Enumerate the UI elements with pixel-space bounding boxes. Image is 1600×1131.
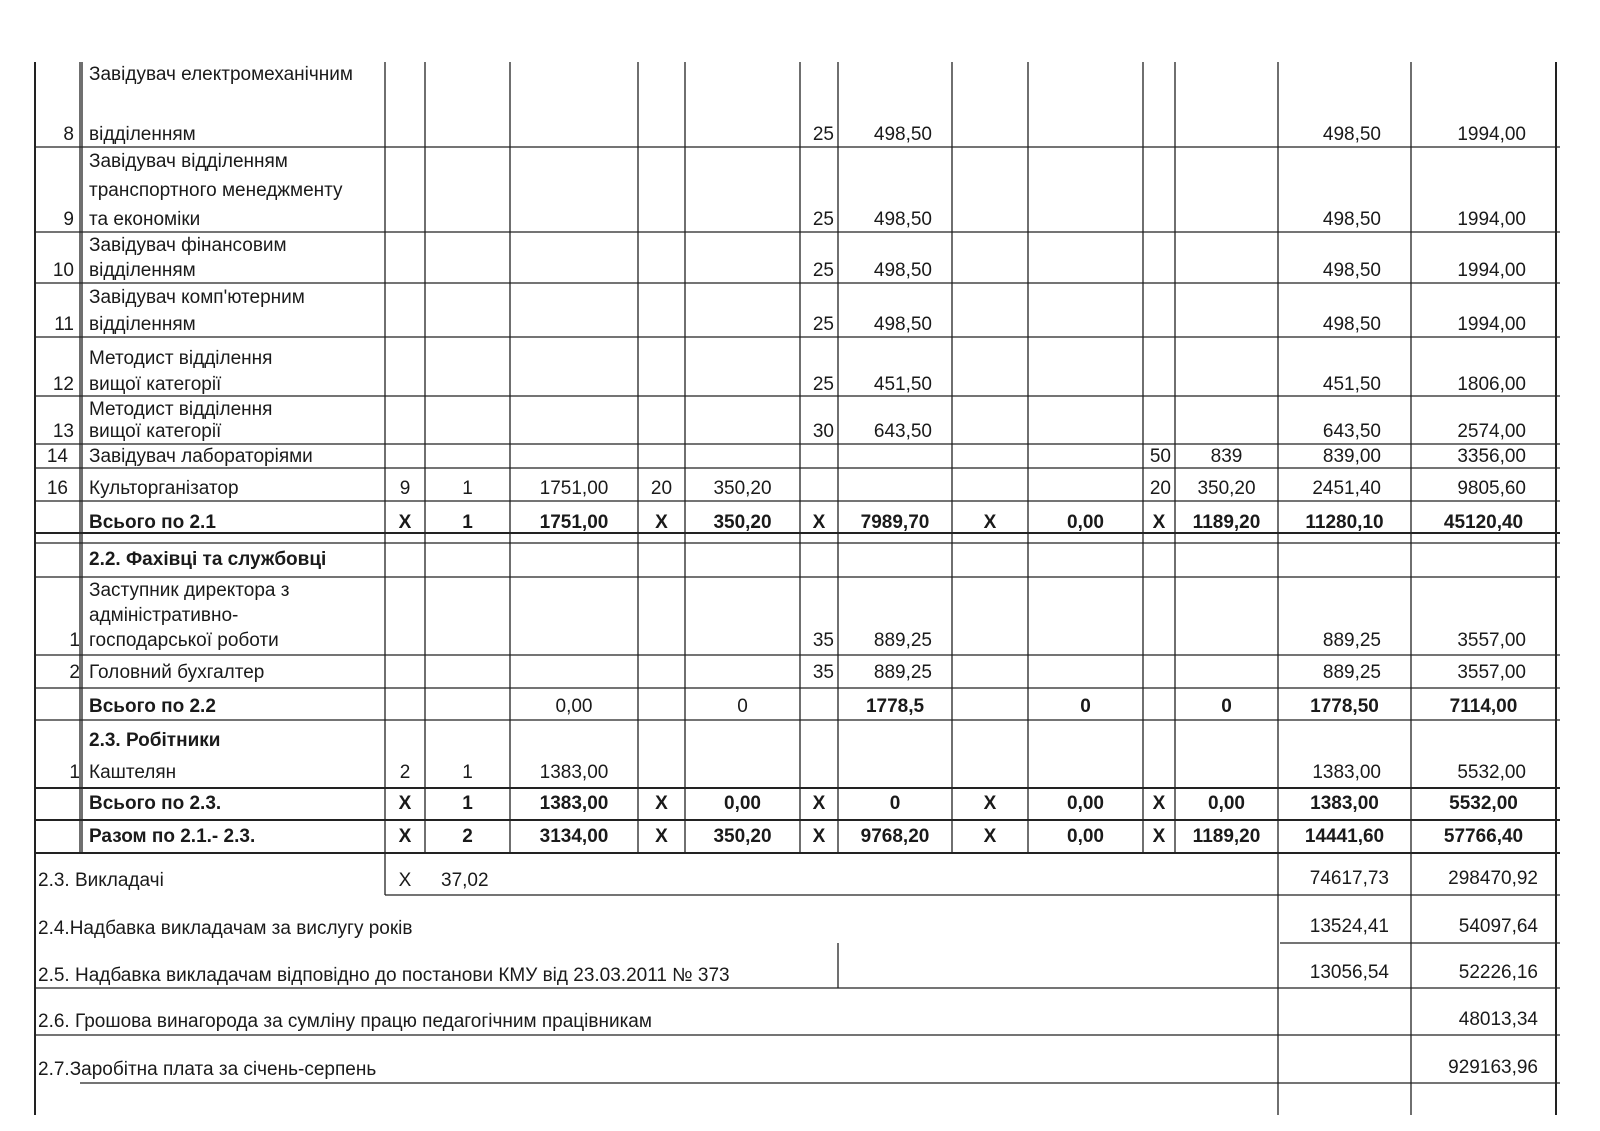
grand-total-c5: 2 [462,826,473,847]
row-16-c5: 1 [462,478,473,499]
row-8-name-2: відділенням [89,124,196,145]
row-11-c16: 498,50 [1322,314,1381,335]
grand-total-c6: 3134,00 [539,826,609,847]
row-8-c10: 498,50 [873,124,932,145]
row22-1-name-3: господарської роботи [89,630,279,651]
row-9-c10: 498,50 [873,209,932,230]
row-14-name: Завідувач лабораторіями [89,446,313,467]
row23-c5: 1 [462,762,473,783]
row-10-name-1: Завідувач фінансовим [89,235,287,256]
row-11-name-2: відділенням [89,314,196,335]
grand-total-label: Разом по 2.1.- 2.3. [89,826,256,847]
row-13-name-1: Методист відділення [89,399,273,420]
row23-c6: 1383,00 [539,762,609,783]
row-12-c9: 25 [812,374,834,395]
row22-1-c16: 889,25 [1322,630,1381,651]
grand-total-c17: 57766,40 [1443,826,1524,847]
total-2-3-c8: 0,00 [724,793,761,814]
total-2-2-c16: 1778,50 [1310,696,1379,717]
row22-1-c10: 889,25 [873,630,932,651]
row-12-name-2: вищої категорії [89,374,222,395]
row-9-c17: 1994,00 [1457,209,1526,230]
row-16-number: 16 [46,478,68,499]
extra-2-5-label: 2.5. Надбавка викладачам відповідно до постанови КМУ від 23.03.2011 № 373 [38,965,730,986]
total-2-3-c10: 0 [889,793,901,814]
grand-total-c10: 9768,20 [860,826,930,847]
row-13-c10: 643,50 [873,421,932,442]
row-16-c14: 20 [1149,478,1171,499]
row22-1-c9: 35 [812,630,834,651]
row-8-c16: 498,50 [1322,124,1381,145]
section-2-2-title: 2.2. Фахівці та службовці [89,549,327,570]
extra-2-7-c17: 929163,96 [1448,1057,1538,1078]
row22-2-c10: 889,25 [873,662,932,683]
grand-total-c4: X [398,826,412,847]
row-10-c9: 25 [812,260,834,281]
row23-number: 1 [69,762,80,783]
total-2-3-c6: 1383,00 [539,793,609,814]
row-13-c9: 30 [812,421,834,442]
row-13-c16: 643,50 [1322,421,1381,442]
grand-total-c7: X [655,826,668,847]
total-2-1-c5: 1 [462,512,473,533]
row-14-c17: 3356,00 [1457,446,1526,467]
total-2-1-c16: 11280,10 [1305,512,1384,533]
row-13-c17: 2574,00 [1457,421,1526,442]
grand-total-c8: 350,20 [713,826,772,847]
extra-2-5-c16: 13056,54 [1309,962,1389,983]
row-9-name-1: Завідувач відділенням [89,151,288,172]
row-10-number: 10 [52,260,74,281]
row22-2-c16: 889,25 [1322,662,1381,683]
row-13-number: 13 [52,421,74,442]
row22-2-name: Головний бухгалтер [89,662,265,683]
total-2-3-c12: 0,00 [1067,793,1104,814]
row-11-c10: 498,50 [873,314,932,335]
teachers-c4: X [398,870,412,891]
total-2-1-c15: 1189,20 [1192,512,1261,533]
grand-total-c12: 0,00 [1067,826,1104,847]
row22-2-c9: 35 [812,662,834,683]
extra-2-4-c16: 13524,41 [1309,916,1389,937]
total-2-3-label: Всього по 2.3. [89,793,222,814]
row-16-c15: 350,20 [1197,478,1256,499]
total-2-3-c13: X [1152,793,1166,814]
row-14-c16: 839,00 [1322,446,1381,467]
row-10-c16: 498,50 [1322,260,1381,281]
row22-2-number: 2 [69,662,80,683]
extra-2-5-c17: 52226,16 [1458,962,1538,983]
row-8-c17: 1994,00 [1457,124,1526,145]
row-8-number: 8 [63,124,74,145]
row22-1-name-2: адміністративно- [89,605,239,626]
row-14-c14: 50 [1149,446,1171,467]
teachers-c17: 298470,92 [1448,868,1538,889]
row-12-name-1: Методист відділення [89,348,273,369]
row-8-name-1: Завідувач електромеханічним [89,64,353,85]
total-2-3-c17: 5532,00 [1449,793,1518,814]
total-2-1-c10: 7989,70 [860,512,930,533]
extra-2-4-c17: 54097,64 [1458,916,1538,937]
extra-2-7-label: 2.7.Заробітна плата за січень-серпень [38,1059,377,1080]
total-2-2-c6: 0,00 [555,696,593,717]
row-10-c17: 1994,00 [1457,260,1526,281]
row22-1-c17: 3557,00 [1457,630,1526,651]
grand-total-c15: 1189,20 [1192,826,1261,847]
row-16-c8: 350,20 [713,478,772,499]
row-9-number: 9 [63,209,74,230]
row-16-c17: 9805,60 [1457,478,1526,499]
row-10-c10: 498,50 [873,260,932,281]
row-12-c10: 451,50 [873,374,932,395]
row-16-name: Культорганізатор [89,478,239,499]
total-2-1-c7: X [655,512,668,533]
row23-c17: 5532,00 [1457,762,1526,783]
row-11-c9: 25 [812,314,834,335]
grand-total-c9: X [812,826,826,847]
row-10-name-2: відділенням [89,260,196,281]
total-2-1-c8: 350,20 [713,512,772,533]
row-14-number: 14 [46,446,68,467]
row-11-c17: 1994,00 [1457,314,1526,335]
total-2-2-label: Всього по 2.2 [89,696,216,717]
row-9-c9: 25 [812,209,834,230]
total-2-1-c11: X [983,512,997,533]
grand-total-c16: 14441,60 [1304,826,1385,847]
teachers-c5: 37,02 [441,870,489,891]
row-11-number: 11 [54,314,74,335]
row22-1-name-1: Заступник директора з [89,580,290,601]
row23-c4: 2 [399,762,411,783]
total-2-1-c13: X [1152,512,1166,533]
row23-name: Каштелян [89,762,177,783]
row-11-name-1: Завідувач комп'ютерним [89,287,305,308]
total-2-3-c16: 1383,00 [1310,793,1379,814]
row-9-name-3: та економіки [89,209,201,230]
total-2-3-c11: X [983,793,997,814]
row-12-number: 12 [52,374,74,395]
row-16-c6: 1751,00 [539,478,609,499]
extra-2-6-label: 2.6. Грошова винагорода за сумліну працю педагогічним працівникам [38,1011,652,1032]
row-16-c7: 20 [650,478,673,499]
total-2-3-c9: X [812,793,826,814]
total-2-1-label: Всього по 2.1 [89,512,216,533]
grand-total-c11: X [983,826,997,847]
total-2-2-c8: 0 [737,696,748,717]
total-2-1-c17: 45120,40 [1443,512,1524,533]
row-16-c4: 9 [399,478,411,499]
row-13-name-2: вищої категорії [89,421,222,442]
total-2-1-c12: 0,00 [1067,512,1104,533]
total-2-2-c12: 0 [1080,696,1091,717]
total-2-2-c15: 0 [1221,696,1232,717]
row-9-c16: 498,50 [1322,209,1381,230]
total-2-1-c6: 1751,00 [539,512,609,533]
section-2-3-title: 2.3. Робітники [89,730,221,751]
total-2-3-c15: 0,00 [1208,793,1245,814]
total-2-3-c4: X [398,793,412,814]
total-2-2-c10: 1778,5 [865,696,925,717]
row-14-c15: 839 [1210,446,1243,467]
extra-2-4-label: 2.4.Надбавка викладачам за вислугу років [38,918,413,939]
total-2-1-c9: X [812,512,826,533]
row-9-name-2: транспортного менеджменту [89,180,343,201]
grand-total-c13: X [1152,826,1166,847]
total-2-3-c5: 1 [462,793,473,814]
total-2-3-c7: X [655,793,668,814]
row-12-c17: 1806,00 [1457,374,1526,395]
row23-c16: 1383,00 [1312,762,1381,783]
teachers-label: 2.3. Викладачі [38,870,164,891]
total-2-1-c4: X [398,512,412,533]
row22-2-c17: 3557,00 [1457,662,1526,683]
row-12-c16: 451,50 [1322,374,1381,395]
teachers-c16: 74617,73 [1309,868,1389,889]
row-8-c9: 25 [812,124,834,145]
row-16-c16: 2451,40 [1312,478,1381,499]
row22-1-number: 1 [69,630,80,651]
total-2-2-c17: 7114,00 [1449,696,1518,717]
extra-2-6-c17: 48013,34 [1458,1009,1538,1030]
